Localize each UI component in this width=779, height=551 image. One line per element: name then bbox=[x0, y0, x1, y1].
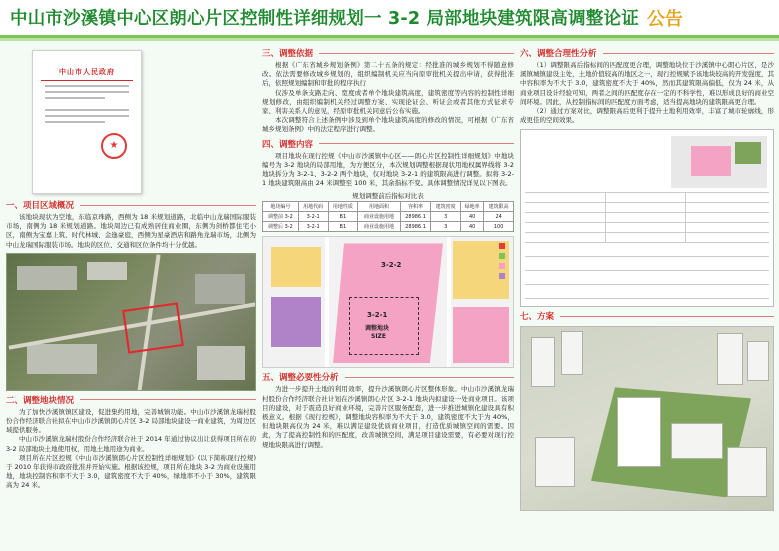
site-thumbnail bbox=[671, 136, 767, 188]
table-header: 绿地率 bbox=[461, 202, 484, 212]
document-header: 中山市人民政府 bbox=[41, 67, 133, 81]
red-seal-icon bbox=[101, 133, 127, 159]
section-3-paragraph-2: 仅涉及单条支路走向、宽度或者单个地块建筑高度，建筑密度等内容的控制性详细规划修改，由组织编制机关经过调整方案、实现论证会、听证会或者其他方式征求专家、利害关系人的意见，经原审批机关同意后公布实施。 bbox=[262, 88, 514, 116]
table-header: 建筑限高 bbox=[484, 202, 514, 212]
section-2-paragraph-1: 为了加快沙溪镇镇区建设，促进集约用地，完善城镇功能。中山市沙溪镇龙瑞村股份合作经济联合社拟在中山市沙溪镇朗心片区 3-2 局部地块建设一商业建筑，为周边区域提供服务。 bbox=[6, 407, 256, 435]
column-middle bbox=[262, 44, 514, 547]
section-6-title: 六、调整合理性分析 bbox=[520, 47, 774, 59]
table-title: 规划调整前后指标对比表 bbox=[352, 192, 424, 201]
section-5-title: 五、调整必要性分析 bbox=[262, 371, 514, 383]
section-3-title: 三、调整依据 bbox=[262, 47, 514, 59]
title-bar bbox=[0, 0, 779, 38]
section-3-paragraph-1: 根据《广东省城乡规划条例》第二十五条的规定：经批准的城乡规划不得随意修改。依法需要修改城乡规划的，组织编制机关应当向原审批机关提出申请，获得批准后，依照规划编制和审批的程序执行 bbox=[262, 61, 514, 88]
section-2-paragraph-2: 中山市沙溪镇龙瑞村股份合作经济联合社于 2014 年通过协议出让获得项目所在的 3-2 局部地块土地使用权，用地土地用途为商业。 bbox=[6, 435, 256, 453]
table-header: 用地性质 bbox=[328, 202, 358, 212]
column-right bbox=[520, 44, 774, 547]
zoning-plan-map bbox=[262, 236, 514, 368]
notice-badge: 公告 bbox=[646, 8, 683, 30]
table-header: 地块编号 bbox=[263, 202, 299, 212]
seal-star-icon: ★ bbox=[109, 140, 119, 151]
column-left bbox=[6, 44, 256, 547]
section-2-title: 二、调整地块情况 bbox=[6, 394, 256, 406]
indicator-table bbox=[262, 201, 514, 232]
section-3-paragraph-3: 本次调整符合上述条例中涉及到单个地块建筑高度的修改的情况，可根据《广东省城乡规划条例》中的法定程序进行调整。 bbox=[262, 116, 514, 134]
scheme-rendering bbox=[520, 326, 774, 511]
section-2-paragraph-3: 项目所在片区控规《中山市沙溪镇朗心片区控制性详细规划》(以下简称现行控规)于 2010 年获得市政府批准并开始实施。根据该控规，项目所在地块 3-2 为商业设施用地，地块控制容积率不大于 3.0，建筑密度不大于 40%，绿地率不小于 30%，建筑限高为 24 米。 bbox=[6, 453, 256, 490]
table-header: 容积率 bbox=[400, 202, 431, 212]
section-1-title: 一、项目区域概况 bbox=[6, 199, 256, 211]
page-title: 中山市沙溪镇中心区朗心片区控制性详细规划一 3-2 局部地块建筑限高调整论证 bbox=[10, 9, 639, 29]
title-stripe bbox=[0, 38, 779, 41]
document-page bbox=[32, 50, 142, 194]
government-document-preview bbox=[6, 46, 256, 196]
parcel-label-3-2-1: 3-2-1 bbox=[367, 311, 388, 320]
section-5-paragraph-1: 为进一步提升土地的利用效率，提升沙溪镇朗心片区整体形象。中山市沙溪镇龙瑞村股份合作经济联合社计划在沙溪镇朗心片区 3-2-1 地块内拟建设一处商业项目。该项目的建设，对于震造良好商业环境，完善片区服务配套，进一步推进城镇化建设具有积极意义。根据《现行控规》，调整地块容积率为不大于 3.0，建筑密度不大于为 40%，但地块限高仅为 24 米，难以满足建设优质商业项目，打造优质城镇空间的需要。因此，为了提高控制性和的匹配度，改善城镇空间，满足项目建设需要，有必要对现行控规地块限高进行调整。 bbox=[262, 385, 514, 449]
table-row: 调整前 3-2 3-2-1 B1 商业设施用地 28986.1 3 40 24 bbox=[263, 212, 514, 222]
table-header: 用地面积 bbox=[358, 202, 401, 212]
parcel-label-3-2-2: 3-2-2 bbox=[381, 261, 402, 270]
section-7-title: 七、方案 bbox=[520, 310, 774, 322]
table-header: 建筑密度 bbox=[431, 202, 461, 212]
table-row: 调整后 3-2 3-2-1 B1 商业设施用地 28986.1 3 40 100 bbox=[263, 222, 514, 232]
section-1-text: 该地块现状为空地，东临京珠路，西侧为 18 米规划道路，北临中山龙瑞国际服装市场，南侧为 18 米规划道路。地块周边已有成熟居住商业圈，东侧为剑桥都住宅小区，南侧为宝嘉上筑、时代林城、金逸豪庭，西侧为星豪酒店和路角龙瑞市场，北侧为中山龙瑞国际服装市场。地块的区位、交通和区位条件均十分优越。 bbox=[6, 213, 256, 249]
adjustment-label: 调整地块 bbox=[365, 325, 390, 333]
section-4-title: 四、调整内容 bbox=[262, 138, 514, 150]
proposed-tower bbox=[617, 397, 661, 467]
section-6-paragraph-1: （1）调整限高后指标间的匹配度更合理，调整地块位于沙溪镇中心朗心片区，是沙溪镇城镇建设主处，土地价值较高的地区之一，现行控规赋予该地块较高的开发强度，其中容积率为不大于 3.0，建筑密度不大于 40%，然而其建筑限高偏低，仅为 24 米，从商业项目设计经验可知，两者之间的匹配度存在一定的不科学性，难以形成良好的商业空间环境。因此，从控制指标间的匹配度方面考虑，适当提高地块的建筑限高更合理。 bbox=[520, 61, 774, 106]
size-label: SIZE bbox=[371, 333, 387, 341]
aerial-photo bbox=[6, 253, 256, 391]
section-4-paragraph-1: 项目地块在现行控规《中山市沙溪镇中心区——朗心片区控制性详细规划》中地块编号为 3-2 地块的局部用地，为方便区分，本次规划调整根据现状用地权属界线将 3-2 地块拆分为 3-2-1、3-2-2 两个地块，仅对地块 3-2-1 的建筑限高进行调整。拟将 3-2-1 地块建筑限高由 24 米调整至 100 米，其余指标不变。具体调整情况详见以下图表。 bbox=[262, 151, 514, 188]
comparison-sheet bbox=[520, 129, 774, 307]
section-6-paragraph-2: （2）通过方案对比，调整限高后更利于提升土地利用效率，丰富了城市轮廓线，形成更佳的空间效果。 bbox=[520, 107, 774, 125]
site-outline bbox=[122, 302, 184, 353]
table-header: 用地代码 bbox=[298, 202, 328, 212]
